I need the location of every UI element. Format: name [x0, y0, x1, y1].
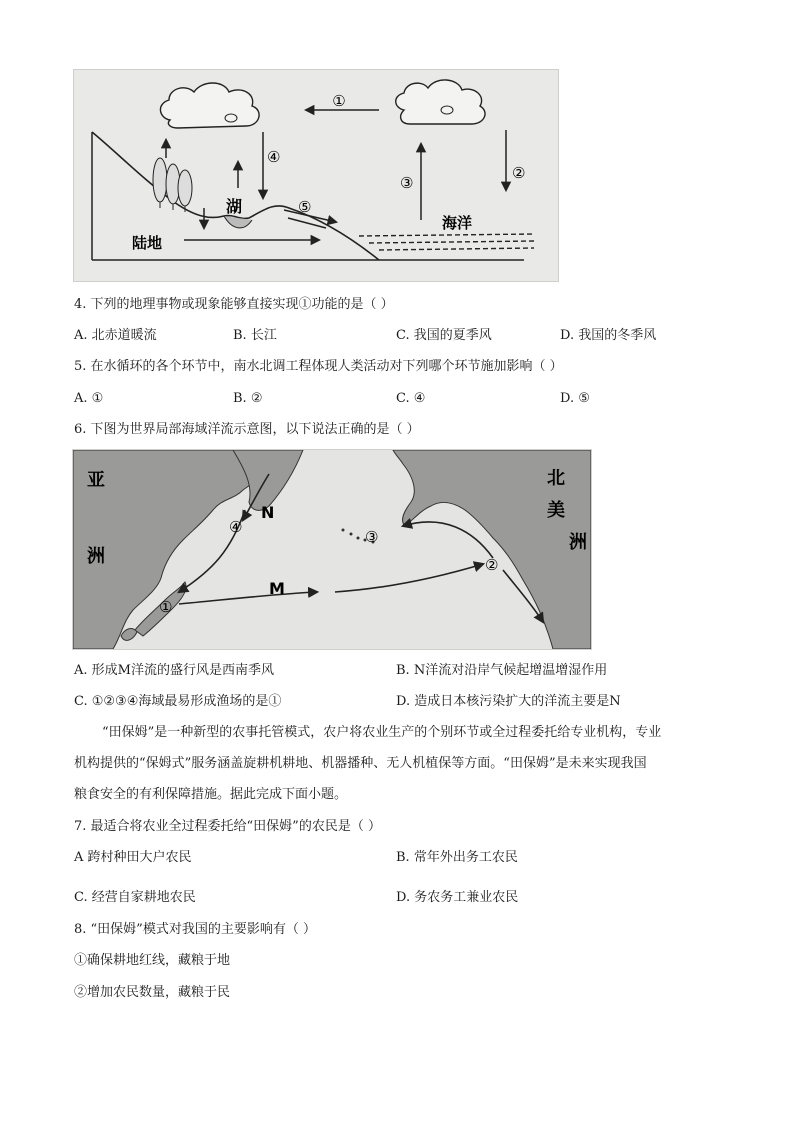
label-na-2: 美: [547, 500, 565, 521]
q5-option-d: D. ⑤: [560, 391, 590, 406]
q6-option-c: C. ①②③④海域最易形成渔场的是①: [74, 694, 282, 709]
label-c3: ③: [365, 528, 379, 546]
q5-stem: 5. 在水循环的各个环节中，南水北调工程体现人类活动对下列哪个环节施加影响（ ）: [74, 359, 563, 374]
q7-stem: 7. 最适合将农业全过程委托给“田保姆”的农民是（ ）: [74, 819, 381, 834]
label-arrow-4: ④: [267, 148, 281, 166]
label-arrow-2: ②: [512, 164, 526, 182]
current-north-pacific-arrow: [335, 564, 483, 592]
label-na-1: 北: [547, 468, 565, 489]
q6-option-a: A. 形成M洋流的盛行风是西南季风: [74, 663, 274, 678]
label-ocean: 海洋: [442, 214, 473, 232]
q4-stem: 4. 下列的地理事物或现象能够直接实现①功能的是（ ）: [74, 297, 394, 312]
water-cycle-figure: [73, 69, 559, 282]
q7-option-d: D. 务农务工兼业农民: [396, 890, 519, 905]
label-c1: ①: [159, 598, 173, 616]
label-c4: ④: [229, 518, 243, 536]
q5-option-c: C. ④: [396, 391, 426, 406]
q6-stem: 6. 下图为世界局部海域洋流示意图，以下说法正确的是（ ）: [74, 422, 420, 437]
passage-line-2: 机构提供的“保姆式”服务涵盖旋耕机耕地、机器播种、无人机植保等方面。“田保姆”是未来实现我国: [74, 756, 647, 771]
cloud-right-icon: [396, 80, 485, 124]
label-c2: ②: [485, 556, 499, 574]
q4-option-a: A. 北赤道暖流: [74, 328, 157, 343]
q5-option-a: A. ①: [74, 391, 104, 406]
q6-option-b: B. N洋流对沿岸气候起增温增湿作用: [396, 663, 608, 678]
q4-option-c: C. 我国的夏季风: [396, 328, 492, 343]
q6-option-d: D. 造成日本核污染扩大的洋流主要是N: [396, 694, 621, 709]
passage-line-1: “田保姆”是一种新型的农事托管模式，农户将农业生产的个别环节或全过程委托给专业机构，专业: [102, 725, 662, 740]
label-current-m: M: [269, 579, 285, 598]
current-m-arrow: [179, 592, 317, 604]
label-na-3: 洲: [569, 532, 587, 553]
label-asia-2: 洲: [87, 546, 105, 567]
label-arrow-5: ⑤: [298, 198, 312, 216]
label-arrow-3: ③: [400, 174, 414, 192]
ocean-currents-map-figure: [72, 449, 592, 650]
trees-icon: [153, 158, 192, 212]
q4-option-d: D. 我国的冬季风: [560, 328, 657, 343]
label-arrow-1: ①: [332, 92, 346, 110]
q4-option-b: B. 长江: [233, 328, 277, 343]
passage-line-3: 粮食安全的有利保障措施。据此完成下面小题。: [74, 787, 348, 802]
q7-option-a: A 跨村种田大户农民: [74, 850, 192, 865]
q7-option-b: B. 常年外出务工农民: [396, 850, 518, 865]
cloud-left-icon: [160, 83, 259, 128]
q8-stem: 8. “田保姆”模式对我国的主要影响有（ ）: [74, 922, 316, 937]
label-land: 陆地: [132, 234, 163, 252]
ocean-currents-map: [73, 450, 591, 649]
ocean-surface: [359, 234, 534, 250]
q8-item-1: ①确保耕地红线，藏粮于地: [74, 953, 231, 968]
label-asia-1: 亚: [87, 470, 105, 491]
water-cycle-diagram: [74, 70, 558, 281]
q5-option-b: B. ②: [233, 391, 263, 406]
q7-option-c: C. 经营自家耕地农民: [74, 890, 196, 905]
label-lake: 湖: [226, 197, 243, 216]
current-3-arrow: [403, 522, 493, 558]
q8-item-2: ②增加农民数量，藏粮于民: [74, 985, 231, 1000]
label-current-n: N: [261, 503, 275, 522]
arrow-5-surface-runoff-line2: [288, 218, 326, 228]
